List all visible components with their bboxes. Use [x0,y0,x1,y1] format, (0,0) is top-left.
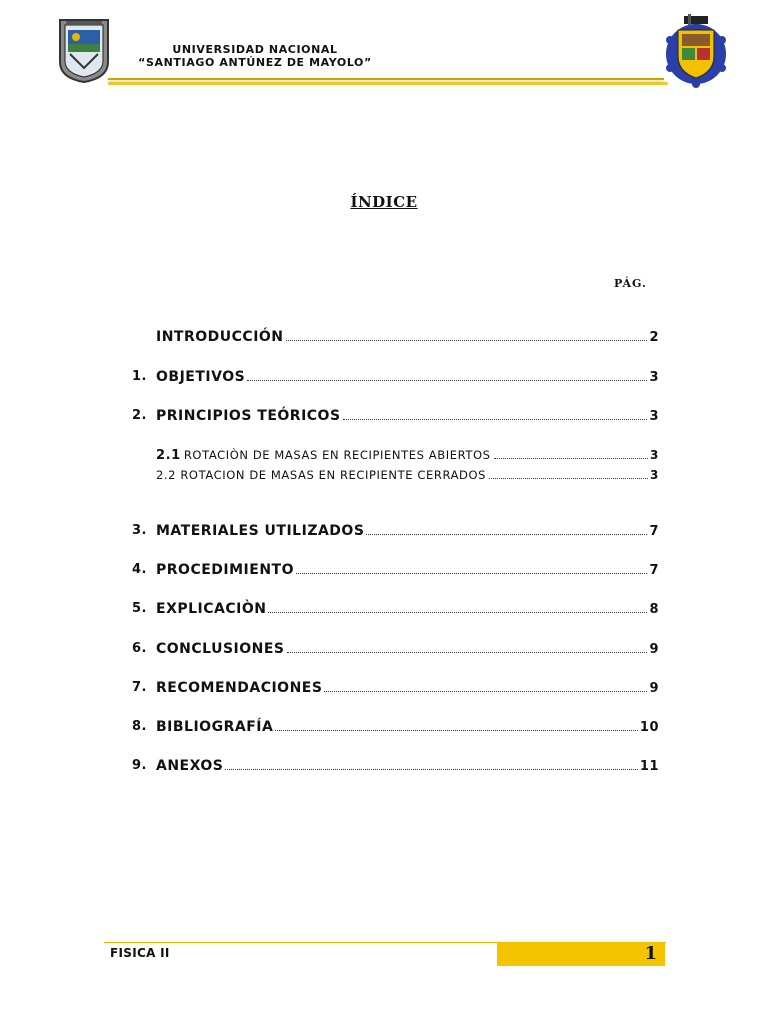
toc-entry-label: BIBLIOGRAFÍA [156,719,274,735]
toc-entry[interactable] [132,408,659,424]
toc-entry[interactable] [132,523,659,539]
toc-entry-number: 5. [132,601,147,616]
index-title: ÍNDICE [350,193,418,211]
faculty-shield-icon [664,12,728,88]
toc-entry-label: EXPLICACIÒN [156,601,267,617]
toc-entry-page: 11 [639,759,659,774]
toc-subentry-label: 2.2 ROTACION DE MASAS EN RECIPIENTE CERRADOS [156,468,487,482]
toc-entry[interactable] [132,641,659,657]
university-line-2: “SANTIAGO ANTÚNEZ DE MAYOLO” [138,56,372,69]
toc-entry-label: INTRODUCCIÓN [156,329,284,345]
toc-entry-label: OBJETIVOS [156,369,246,385]
toc-entry-label: MATERIALES UTILIZADOS [156,523,365,539]
toc-entry-number: 7. [132,680,147,695]
toc-entry-page: 3 [649,370,659,385]
toc-leader-dots [296,572,647,574]
toc-entry-page: 7 [649,524,659,539]
toc-entry-page: 3 [649,409,659,424]
toc-entry-number: 3. [132,523,147,538]
toc-entry-page: 7 [649,563,659,578]
toc-entry-number: 2. [132,408,147,423]
toc-leader-dots [343,418,648,420]
toc-entry[interactable] [132,719,659,735]
toc-leader-dots [324,690,647,692]
footer-page-box [497,942,665,966]
university-seal-icon [56,16,112,84]
toc-leader-dots [225,768,638,770]
toc-leader-dots [287,651,648,653]
university-line-1: UNIVERSIDAD NACIONAL [172,43,338,56]
toc-leader-dots [275,729,638,731]
toc-entry-label: RECOMENDACIONES [156,680,323,696]
toc-entry-number: 1. [132,369,147,384]
toc-entry[interactable] [132,562,659,578]
toc-entry-number: 4. [132,562,147,577]
university-name [110,43,400,69]
toc-entry[interactable] [132,601,659,617]
toc-entry-page: 8 [649,602,659,617]
toc-entry-page: 9 [649,681,659,696]
toc-leader-dots [494,457,649,459]
toc-entry-page: 10 [639,720,659,735]
toc-entry-page: 2 [649,330,659,345]
toc-entry-number: 8. [132,719,147,734]
page-column-header: PÁG. [614,277,647,290]
header-accent-bar [108,82,668,85]
header-divider [108,78,664,80]
toc-entry[interactable] [132,758,659,774]
toc-entry[interactable] [156,329,659,345]
toc-subentry[interactable] [156,468,659,482]
toc-entry-number: 6. [132,641,147,656]
toc-entry-label: CONCLUSIONES [156,641,285,657]
toc-subentry-label: ROTACIÒN DE MASAS EN RECIPIENTES ABIERTOS [183,448,491,462]
toc-subentry[interactable] [156,448,659,463]
toc-entry[interactable] [132,680,659,696]
toc-leader-dots [247,379,647,381]
footer-course: FISICA II [110,946,170,960]
toc-leader-dots [489,477,648,479]
toc-entry-label: PROCEDIMIENTO [156,562,294,578]
toc-entry-page: 9 [649,642,659,657]
toc-entry-number: 9. [132,758,147,773]
toc-leader-dots [366,533,647,535]
toc-leader-dots [286,339,648,341]
toc-entry-label: ANEXOS [156,758,224,774]
toc-entry-label: PRINCIPIOS TEÓRICOS [156,408,341,424]
toc-entry[interactable] [132,369,659,385]
toc-subentry-page: 3 [650,448,659,462]
footer-page-number: 1 [644,943,657,964]
toc-subentry-page: 3 [650,468,659,482]
toc-subentry-number: 2.1 [156,448,181,463]
toc-leader-dots [268,611,647,613]
